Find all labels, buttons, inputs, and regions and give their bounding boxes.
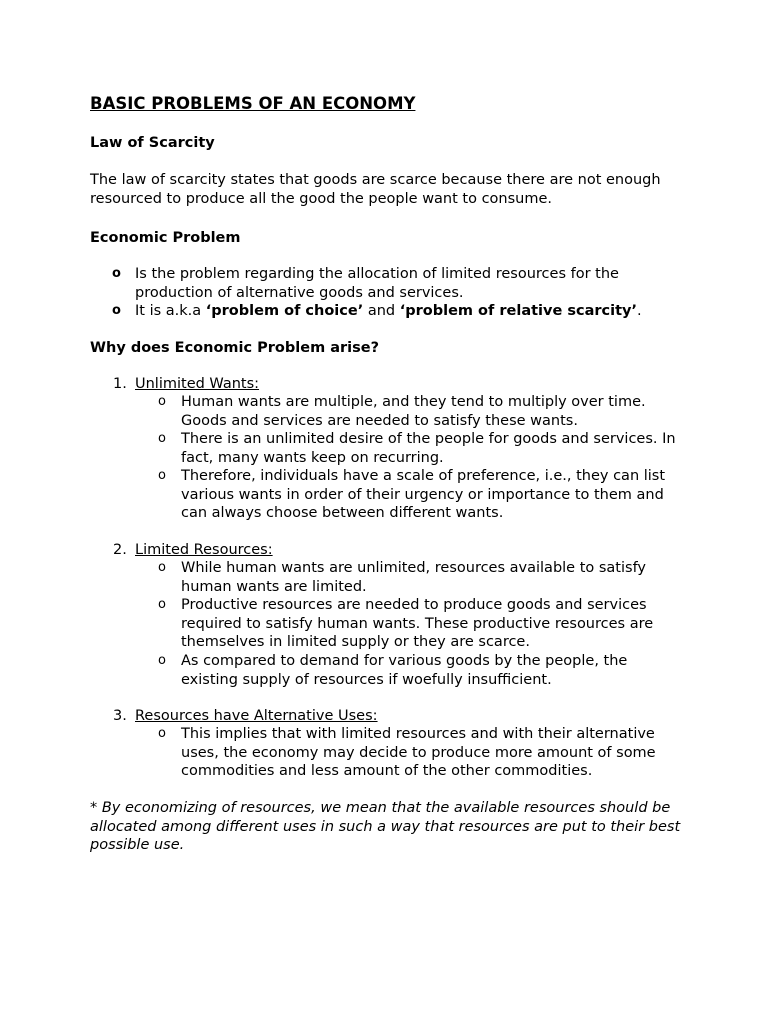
bullet-marker: o <box>112 303 121 318</box>
bullet-marker: o <box>112 266 121 281</box>
economic-problem-heading: Economic Problem <box>90 230 241 246</box>
list-number: 1. <box>113 376 127 392</box>
point-2-mid: and <box>363 303 400 319</box>
term-problem-of-choice: ‘problem of choice’ <box>205 303 364 319</box>
list-number: 2. <box>113 542 127 558</box>
economic-problem-point-1: Is the problem regarding the allocation of limited resources for the production of alternative goods and services. <box>135 266 619 301</box>
term-problem-of-relative-scarcity: ‘problem of relative scarcity’ <box>399 303 637 319</box>
sub-bullet-marker: o <box>158 653 166 668</box>
list-item: As compared to demand for various goods by the people, the existing supply of resources if woefully insufficient. <box>181 653 628 688</box>
unlimited-wants-label: Unlimited Wants: <box>135 376 260 392</box>
law-of-scarcity-heading: Law of Scarcity <box>90 135 215 151</box>
limited-resources-label: Limited Resources: <box>135 542 273 558</box>
why-heading: Why does Economic Problem arise? <box>90 340 380 356</box>
sub-bullet-marker: o <box>158 431 166 446</box>
sub-bullet-marker: o <box>158 597 166 612</box>
list-item: Productive resources are needed to produce goods and services required to satisfy human wants. These productive resources are themselves in limited supply or they are scarce. <box>181 597 654 651</box>
sub-bullet-marker: o <box>158 726 166 741</box>
list-item: This implies that with limited resources and with their alternative uses, the economy may decide to produce more amount of some commodities and less amount of the other commodities. <box>181 726 656 780</box>
sub-bullet-marker: o <box>158 468 166 483</box>
list-number: 3. <box>113 708 127 724</box>
sub-bullet-marker: o <box>158 394 166 409</box>
law-of-scarcity-text: The law of scarcity states that goods are scarce because there are not enough resourced to produce all the good the people want to consume. <box>90 172 661 207</box>
document-title: BASIC PROBLEMS OF AN ECONOMY <box>90 94 416 113</box>
list-item: While human wants are unlimited, resources available to satisfy human wants are limited. <box>181 560 647 595</box>
list-item: There is an unlimited desire of the people for goods and services. In fact, many wants keep on recurring. <box>181 431 676 466</box>
point-2-suffix: . <box>636 303 642 319</box>
economizing-note: * By economizing of resources, we mean that the available resources should be allocated among different uses in such a way that resources are put to their best possible use. <box>90 800 681 853</box>
sub-bullet-marker: o <box>158 560 166 575</box>
list-item: Human wants are multiple, and they tend to multiply over time. Goods and services are needed to satisfy these wants. <box>181 394 646 429</box>
economic-problem-point-2 <box>135 302 675 321</box>
point-2-prefix: It is a.k.a <box>135 303 206 319</box>
list-item: Therefore, individuals have a scale of preference, i.e., they can list various wants in order of their urgency or importance to them and can always choose between different wants. <box>181 468 666 522</box>
alternative-uses-label: Resources have Alternative Uses: <box>135 708 378 724</box>
